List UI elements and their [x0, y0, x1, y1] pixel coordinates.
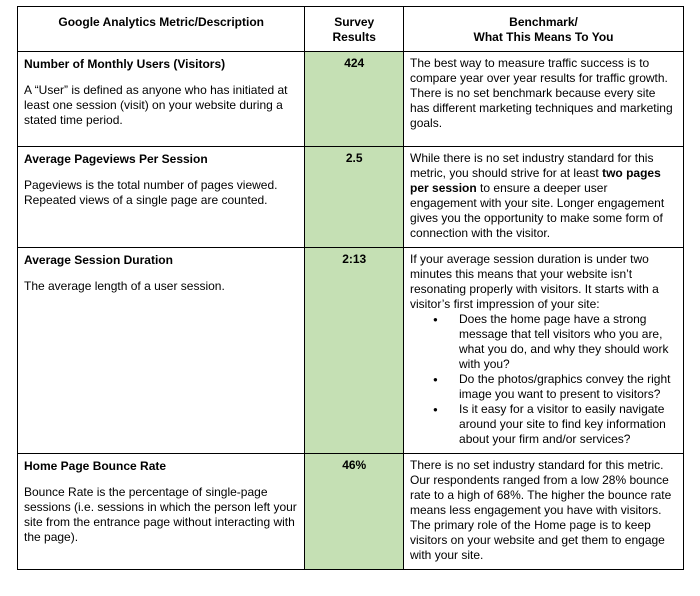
- header-metric: Google Analytics Metric/Description: [18, 7, 305, 52]
- metric-name: Home Page Bounce Rate: [24, 459, 167, 473]
- header-benchmark: [404, 7, 684, 52]
- table-row: [18, 52, 684, 147]
- benchmark-text-part: While there is no set industry standard for this metric, you should strive for at least: [410, 151, 654, 180]
- benchmark-text: [404, 147, 684, 248]
- header-row: [18, 7, 684, 52]
- header-benchmark-line1: Benchmark/: [509, 15, 578, 29]
- header-results: Survey Results: [305, 7, 404, 52]
- bullet-item: ● Does the home page have a strong message that tell visitors who you are, what you do, and why they should work with you?: [459, 312, 677, 372]
- benchmark-text: There is no set industry standard for this metric. Our respondents ranged from a low 28% bounce rate to a high of 68%. The higher the bounce rate means less engagement you have with visitors. The primary role of the Home page is to keep visitors on your website and get them to engage with your site.: [404, 454, 684, 570]
- metric-cell: [18, 147, 305, 248]
- benchmark-bullet-list: [410, 312, 677, 447]
- metric-name: Average Session Duration: [24, 253, 173, 267]
- metric-name: Number of Monthly Users (Visitors): [24, 57, 226, 71]
- benchmark-text-part: to ensure a deeper user engagement with your site. Longer engagement gives you the opportunity to make some form of connection with the visitor.: [410, 181, 665, 240]
- metric-description: A “User” is defined as anyone who has initiated at least one session (visit) on your website during a stated time period.: [24, 83, 288, 127]
- metric-description: Bounce Rate is the percentage of single-page sessions (i.e. sessions in which the person left your site from the entrance page without interacting with the page).: [24, 485, 297, 544]
- bullet-item: ● Do the photos/graphics convey the right image you want to present to visitors?: [459, 372, 677, 402]
- survey-result: 2:13: [305, 248, 404, 454]
- benchmark-emphasis: two pages per session: [410, 166, 661, 195]
- metric-cell: [18, 248, 305, 454]
- table-row: [18, 147, 684, 248]
- table-row: [18, 248, 684, 454]
- survey-result: 424: [305, 52, 404, 147]
- benchmark-text: [404, 248, 684, 454]
- metric-cell: [18, 52, 305, 147]
- metric-description: Pageviews is the total number of pages viewed. Repeated views of a single page are counted.: [24, 178, 278, 207]
- survey-result: 2.5: [305, 147, 404, 248]
- table-row: [18, 454, 684, 570]
- metric-cell: [18, 454, 305, 570]
- metric-description: The average length of a user session.: [24, 279, 225, 293]
- survey-result: 46%: [305, 454, 404, 570]
- header-benchmark-line2: What This Means To You: [473, 30, 614, 44]
- metric-name: Average Pageviews Per Session: [24, 152, 208, 166]
- analytics-metrics-table: [17, 6, 684, 570]
- bullet-item: ● Is it easy for a visitor to easily navigate around your site to find key information about your firm and/or services?: [459, 402, 677, 447]
- benchmark-text: The best way to measure traffic success is to compare year over year results for traffic growth. There is no set benchmark because every site has different marketing techniques and marketing goals.: [404, 52, 684, 147]
- benchmark-intro: If your average session duration is under two minutes this means that your website isn’t resonating properly with visitors. It starts with a visitor’s first impression of your site:: [410, 252, 659, 311]
